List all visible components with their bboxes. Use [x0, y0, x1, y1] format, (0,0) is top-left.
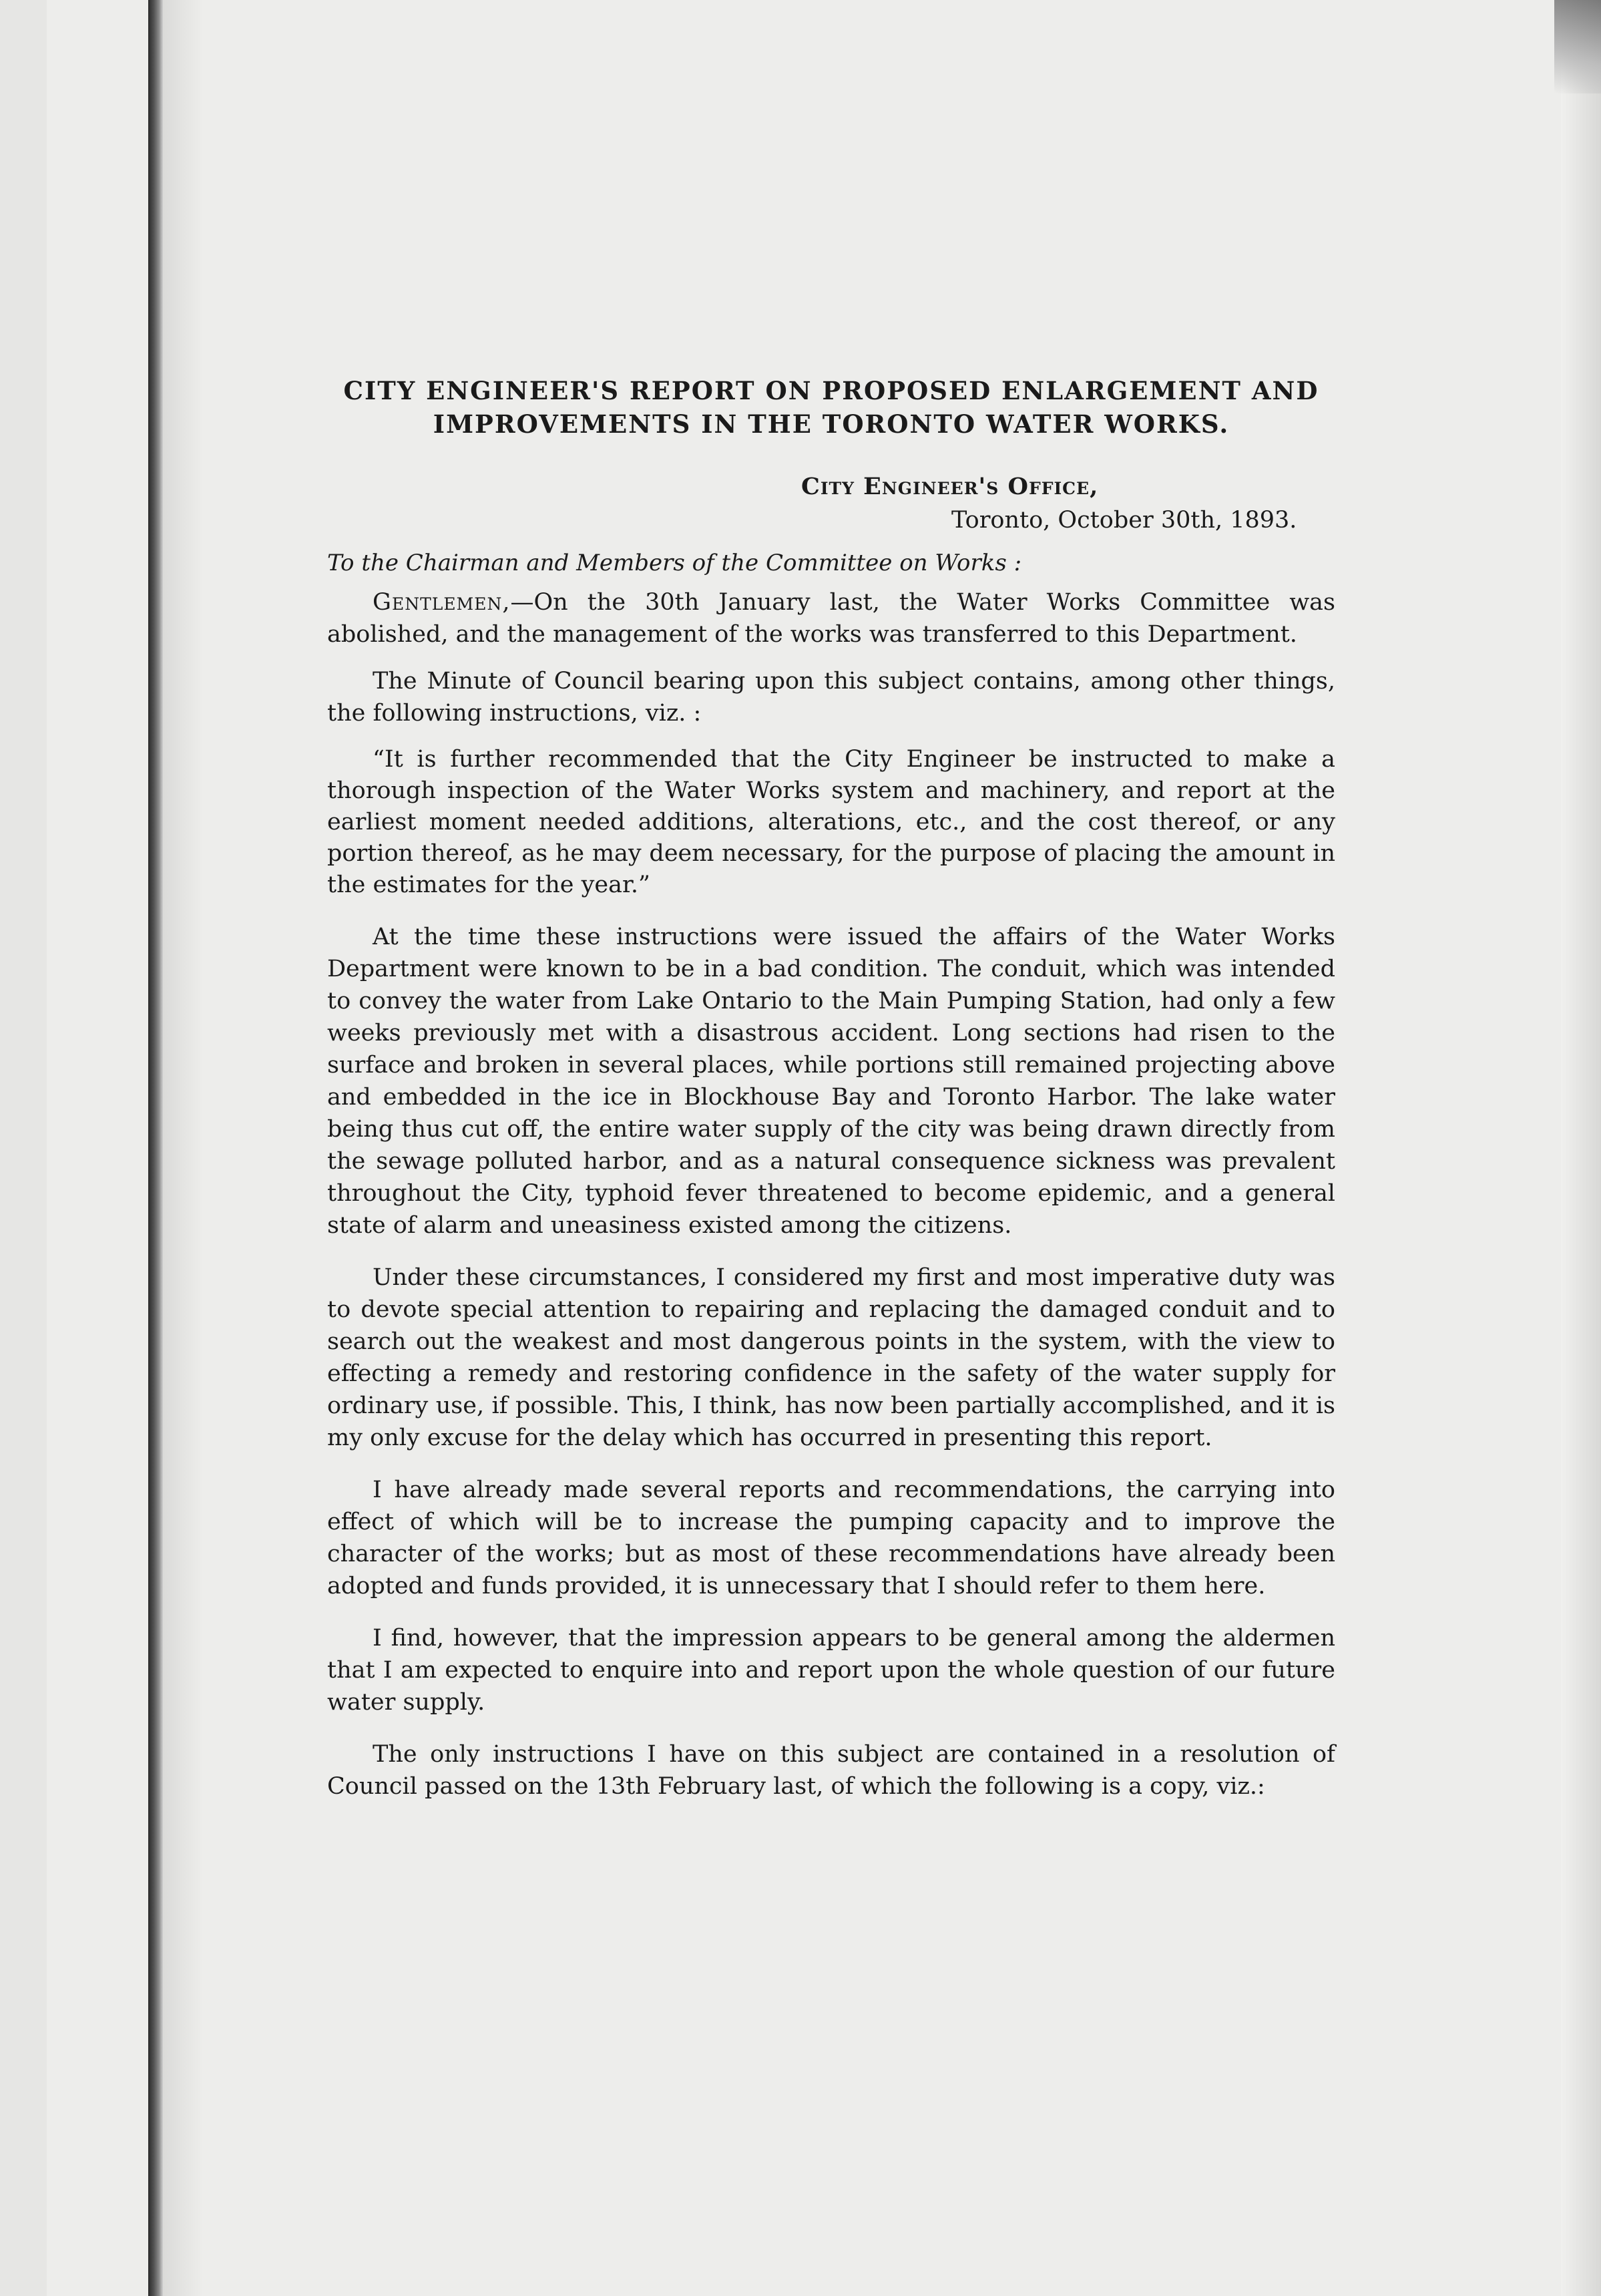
corner-fold: [1554, 0, 1601, 93]
paragraph-quote: “It is further recommended that the City Engineer be instructed to make a thorough inspection of the Water Works system and machinery, and report at the earliest moment needed additions, alterations, etc., and the cost thereof, or any portion thereof, as he may deem necessary, for the purpose of placing the amount in the estimates for the year.”: [327, 746, 1335, 898]
title-line-2: IMPROVEMENTS IN THE TORONTO WATER WORKS.: [433, 409, 1230, 439]
report-title: [327, 374, 1335, 441]
paragraph-reports: I have already made several reports and recommendations, the carrying into effect of which will be to increase the pumping capacity and to improve the character of the works; but as most of these recommendations have already been adopted and funds provided, it is unnecessary that I should refer to them here.: [327, 1477, 1335, 1599]
spine-shadow: [163, 0, 203, 2296]
salutation: To the Chairman and Members of the Committee on Works :: [327, 550, 1022, 576]
office-heading: [801, 470, 1335, 537]
title-line-1: CITY ENGINEER'S REPORT ON PROPOSED ENLARGEMENT AND: [343, 376, 1319, 405]
paragraph-conditions: At the time these instructions were issued the affairs of the Water Works Department were known to be in a bad condition. The conduit, which was intended to convey the water from Lake Ontario to the Main Pumping Station, had only a few weeks previously met with a disastrous accident. Long sections had risen to the surface and broken in several places, while portions still remained projecting above and embedded in the ice in Blockhouse Bay and Toronto Harbor. The lake water being thus cut off, the entire water supply of the city was being drawn directly from the sewage polluted harbor, and as a natural consequence sickness was prevalent throughout the City, typhoid fever threatened to become epidemic, and a general state of alarm and uneasiness existed among the citizens.: [327, 924, 1335, 1239]
paragraph-gentlemen-text: —On the 30th January last, the Water Works Committee was abolished, and the management of the works was transferred to this Department.: [327, 589, 1335, 648]
scan-margin: [0, 0, 47, 2296]
book-spine: [148, 0, 163, 2296]
paragraph-gentlemen: [327, 586, 1335, 650]
office-date: Toronto, October 30th, 1893.: [951, 507, 1297, 534]
document-page: [327, 374, 1335, 1802]
paragraph-impression: I find, however, that the impression appears to be general among the aldermen that I am expected to enquire into and report upon the whole question of our future water supply.: [327, 1625, 1335, 1716]
paragraph-circumstances: Under these circumstances, I considered my first and most imperative duty was to devote special attention to repairing and replacing the damaged conduit and to search out the weakest and most dangerous points in the system, with the view to effecting a remedy and restoring confidence in the safety of the water supply for ordinary use, if possible. This, I think, has now been partially accomplished, and it is my only excuse for the delay which has occurred in presenting this report.: [327, 1264, 1335, 1451]
paragraph-instructions: The only instructions I have on this subject are contained in a resolution of Council passed on the 13th February last, of which the following is a copy, viz.:: [327, 1741, 1335, 1800]
paragraph-minute: The Minute of Council bearing upon this subject contains, among other things, the following instructions, viz. :: [327, 668, 1335, 727]
page-edge: [1561, 0, 1601, 2296]
gentlemen-lead: Gentlemen,: [373, 589, 511, 616]
office-name: City Engineer's Office,: [801, 473, 1099, 500]
